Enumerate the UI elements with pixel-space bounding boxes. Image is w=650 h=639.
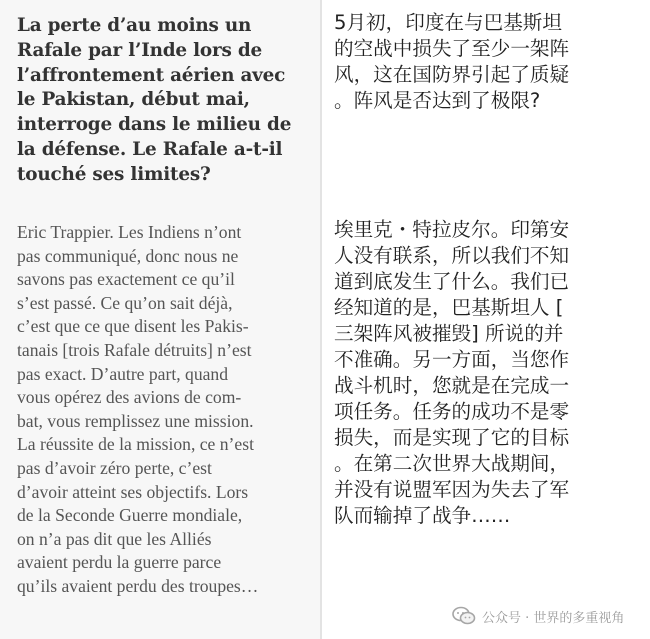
chinese-question-line: 的空战中损失了至少一架阵 xyxy=(334,37,570,60)
french-answer-line: tanais [trois Rafale détruits] n’est xyxy=(17,339,252,360)
chinese-answer xyxy=(334,217,644,529)
french-question-line: touché ses limites? xyxy=(17,163,211,185)
french-answer-line: c’est que ce que disent les Pakis- xyxy=(17,316,249,337)
chinese-question xyxy=(334,10,644,114)
french-answer-line: avaient perdu la guerre parce xyxy=(17,552,222,573)
french-answer-line: vous opérez des avions de com- xyxy=(17,387,242,408)
french-answer-line: de la Seconde Guerre mondiale, xyxy=(17,505,243,526)
french-answer-line: pas communiqué, donc nous ne xyxy=(17,245,239,266)
french-answer-line: La réussite de la mission, ce n’est xyxy=(17,434,254,455)
french-answer-line: on n’a pas dit que les Alliés xyxy=(17,528,212,549)
french-question-line: le Pakistan, début mai, xyxy=(17,89,250,111)
french-question-line: la défense. Le Rafale a-t-il xyxy=(17,138,283,160)
french-question xyxy=(17,14,315,188)
french-answer-line: Eric Trappier. Les Indiens n’ont xyxy=(17,222,242,242)
french-answer-line: qu’ils avaient perdu des troupes… xyxy=(17,575,259,596)
french-question-line: Rafale par l’Inde lors de xyxy=(17,39,262,61)
watermark-text: 公众号 · 世界的多重视角 xyxy=(482,610,625,626)
french-question-line: l’affrontement aérien avec xyxy=(17,64,286,86)
chinese-answer-line: 损失，而是实现了它的目标 xyxy=(334,426,570,449)
chinese-answer-line: 队而输掉了战争…… xyxy=(334,504,511,527)
chinese-answer-line: 项任务。任务的成功不是零 xyxy=(334,400,570,423)
chinese-answer-line: 。在第二次世界大战期间， xyxy=(334,452,570,475)
wechat-icon xyxy=(452,606,476,626)
french-question-line: La perte d’au moins un xyxy=(17,15,252,36)
french-answer-line: bat, vous remplissez une mission. xyxy=(17,410,254,431)
french-answer xyxy=(17,221,317,599)
chinese-answer-line: 埃里克・特拉皮尔。印第安 xyxy=(334,218,570,241)
chinese-question-line: 。阵风是否达到了极限? xyxy=(334,89,541,112)
french-answer-line: s’est passé. Ce qu’on sait déjà, xyxy=(17,292,233,313)
french-answer-line: savons pas exactement ce qu’il xyxy=(17,269,235,290)
chinese-answer-line: 不准确。另一方面，当您作 xyxy=(334,348,570,371)
chinese-question-line: 5月初，印度在与巴基斯坦 xyxy=(334,11,562,34)
french-answer-line: pas d’avoir zéro perte, c’est xyxy=(17,457,212,478)
french-question-line: interroge dans le milieu de xyxy=(17,114,292,136)
french-answer-line: pas exact. D’autre part, quand xyxy=(17,363,229,384)
chinese-answer-line: 人没有联系，所以我们不知 xyxy=(334,244,570,267)
chinese-answer-line: 并没有说盟军因为失去了军 xyxy=(334,478,570,501)
chinese-answer-line: 道到底发生了什么。我们已 xyxy=(334,270,570,293)
chinese-question-line: 风，这在国防界引起了质疑 xyxy=(334,63,570,86)
chinese-answer-line: 三架阵风被摧毁] 所说的并 xyxy=(334,322,564,345)
chinese-answer-line: 经知道的是，巴基斯坦人 [ xyxy=(334,296,564,319)
watermark xyxy=(452,603,624,629)
chinese-answer-line: 战斗机时，您就是在完成一 xyxy=(334,374,570,397)
french-answer-line: d’avoir atteint ses objectifs. Lors xyxy=(17,481,249,502)
